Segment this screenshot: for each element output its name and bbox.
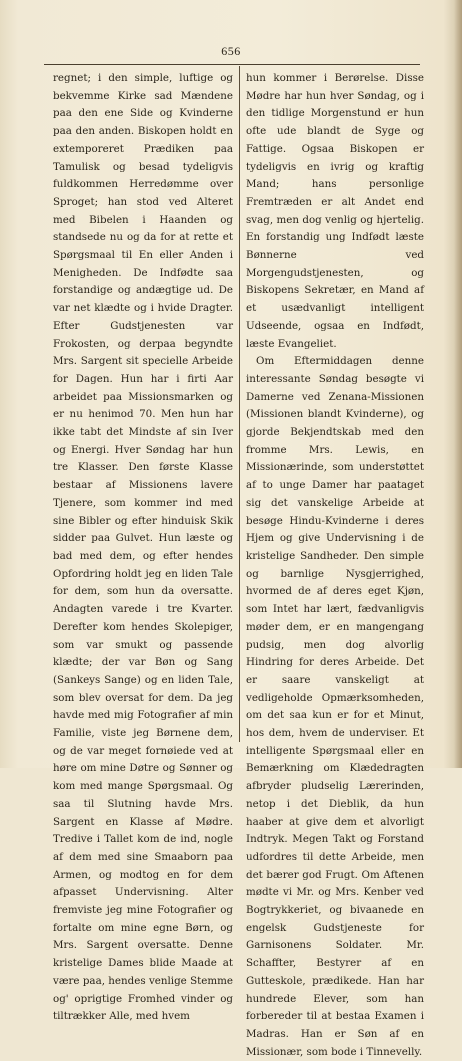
left-paragraph: regnet; i den simple, luftige og bekvemme Kirke sad Mændene paa den ene Side og Kvinderne paa den anden. Biskopen holdt en extemporeret Prædiken paa Tamulisk og besad tydeligvis fuldkommen Herredømme over Sproget; han stod ved Alteret med Bibelen i Haanden og standsede nu og da for at rette et Spørgsmaal til En eller Anden i Menigheden. De Indfødte saa forstandige og andægtige ud. De var net klædte og i hvide Dragter. Efter Gudstjenesten var Frokosten, og derpaa begyndte Mrs. Sargent sit specielle Arbeide for Dagen. Hun har i firti Aar arbeidet paa Missionsmarken og er nu henimod 70. Men hun har ikke tabt det Mindste af sin Iver og Energi. Hver Søndag har hun tre Klasser. Den første Klasse bestaar af Missionens lavere Tjenere, som kommer ind med sine Bibler og efter hinduisk Skik sidder paa Gulvet. Hun læste og bad med dem, og efter hendes Opfordring holdt jeg en liden Tale for dem, som hun da oversatte. Andagten varede i tre Kvarter. Derefter kom hendes Skolepiger, som var smukt og passende klædte; der var Bøn og Sang (Sankeys Sange) og en liden Tale, som blev oversat for dem. Da jeg havde med mig Fotografier af min Familie, viste jeg Børnene dem, og de var meget fornøiede ved at høre om mine Døtre og Sønner og kom med mange Spørgsmaal. Og saa til Slutning havde Mrs. Sargent en Klasse af Mødre. Tredive i Tallet kom de ind, nogle af dem med sine Smaaborn paa Armen, og modtog en for dem afpasset Undervisning. Alter fremviste jeg mine Fotografier og fortalte om mine egne Børn, og Mrs. Sargent oversatte. Denne kristelige Dames blide Maade at være paa, hendes venlige Stemme og' oprigtige Fromhed vinder og tiltrækker Alle, med hvem [53, 72, 233, 1023]
header-rule [44, 64, 420, 65]
column-divider [239, 66, 240, 742]
page-number: 656 [221, 44, 241, 58]
right-column [246, 70, 424, 1061]
right-paragraph: Om Eftermiddagen denne interessante Søndag besøgte vi Damerne ved Zenana-Missionen (Missionen blandt Kvinderne), og gjorde Bekjendtskab med den fromme Mrs. Lewis, en Missionærinde, som understøttet af to unge Damer har paataget sig det vanskelige Arbeide at besøge Hindu-Kvinderne i deres Hjem og give Undervisning i de kristelige Sandheder. Den simple og barnlige Nysgjerrighed, hvormed de af deres eget Kjøn, som Intet har lært, fædvanligvis møder dem, er en mangengang pudsig, men dog alvorlig Hindring for deres Arbeide. Det er saare vanskeligt at vedligeholde Opmærksomheden, om det saa kun er for et Minut, hos dem, hvem de underviser. Et intelligente Spørgsmaal eller en Bemærkning om Klædedragten afbryder pludselig Lærerinden, netop i det Dieblik, da hun haaber at give dem et alvorligt Indtryk. Megen Takt og Forstand udfordres til dette Arbeide, men det bærer god Frugt. Om Aftenen mødte vi Mr. og Mrs. Kenber ved Bogtrykkeriet, og bivaanede en engelsk Gudstjeneste for Garnisonens Soldater. Mr. Schaffter, Bestyrer af en Gutteskole, prædikede. Han har hundrede Elever, som han forbereder til at bestaa Examen i Madras. Han er Søn af en Missionær, som bode i Tinnevelly. [246, 355, 424, 1058]
left-column [53, 70, 233, 1026]
page-edge-shadow [454, 0, 462, 768]
right-paragraph: hun kommer i Berørelse. Disse Mødre har hun hver Søndag, og i den tidlige Morgenstund er hun ofte ude blandt de Syge og Fattige. Ogsaa Biskopen er tydeligvis en ivrig og kraftig Mand; hans personlige Fremtræden er alt Andet end svag, men dog venlig og hjertelig. En forstandig ung Indfødt læste Bønnerne ved Morgengudstjenesten, og Biskopens Sekretær, en Mand af et usædvanligt intelligent Udseende, ogsaa en Indfødt, læste Evangeliet. [246, 72, 424, 350]
